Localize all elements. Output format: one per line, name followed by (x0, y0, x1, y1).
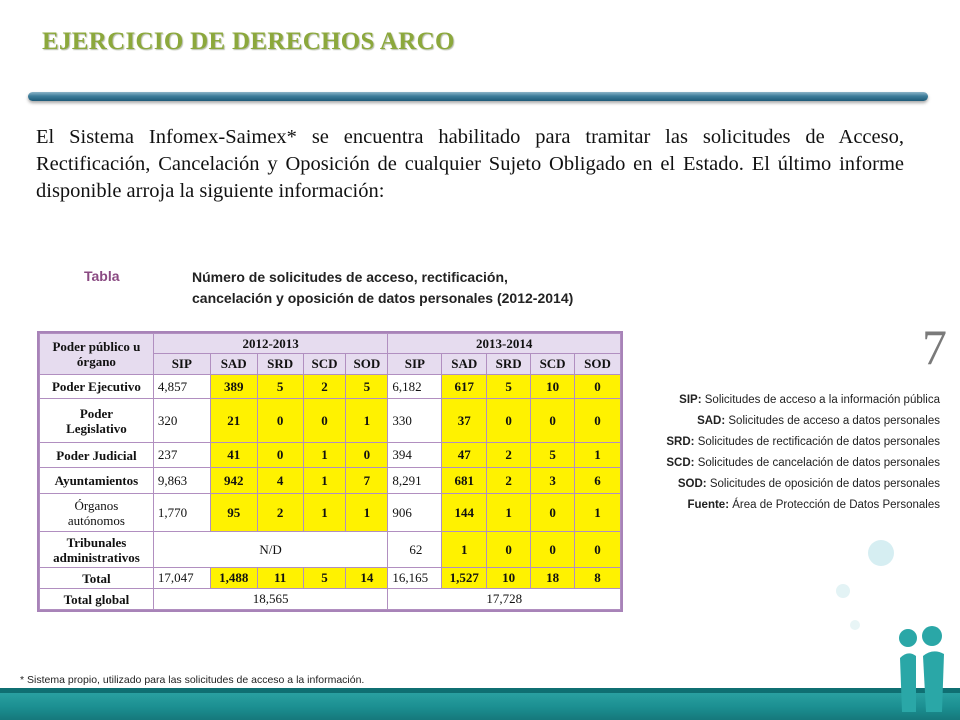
legend-key: Fuente: (687, 499, 730, 511)
legend-text: Solicitudes de rectificación de datos personales (697, 436, 940, 448)
table-cell: 1 (346, 399, 388, 443)
table-row (40, 589, 621, 610)
decor-bubble (868, 540, 894, 566)
column-header: SCD (531, 354, 575, 375)
table-cell: 7 (346, 468, 388, 494)
table-cell: 0 (257, 443, 303, 468)
table-cell: 0 (257, 399, 303, 443)
legend-text: Solicitudes de cancelación de datos personales (697, 457, 940, 469)
table-cell: 1 (303, 468, 346, 494)
legend-key: SAD: (697, 415, 726, 427)
table-cell: 0 (575, 399, 621, 443)
legend-key: SOD: (677, 478, 707, 490)
table-cell: 6 (575, 468, 621, 494)
column-header: SRD (257, 354, 303, 375)
table-cell: 5 (257, 375, 303, 399)
global-total-cell: 17,728 (388, 589, 621, 610)
table-cell: 0 (531, 532, 575, 568)
table-cell: 0 (303, 399, 346, 443)
legend-key: SRD: (666, 436, 695, 448)
table-cell: 320 (153, 399, 210, 443)
decor-bubble (836, 584, 850, 598)
table-cell: 5 (303, 568, 346, 589)
row-label: Tribunales administrativos (40, 532, 154, 568)
table-cell: 0 (531, 399, 575, 443)
table-cell: 11 (257, 568, 303, 589)
table-cell: 4,857 (153, 375, 210, 399)
legend-item (640, 432, 940, 453)
table-cell: 17,047 (153, 568, 210, 589)
table-cell: 16,165 (388, 568, 442, 589)
table-cell: 1 (346, 494, 388, 532)
page-number: 7 (922, 319, 947, 375)
table-cell: 62 (388, 532, 442, 568)
table-caption-line1: Número de solicitudes de acceso, rectificación, (192, 269, 508, 285)
table-cell: 3 (531, 468, 575, 494)
legend-key: SCD: (666, 457, 695, 469)
table-row (40, 494, 621, 532)
table-cell: 1 (575, 494, 621, 532)
row-label: Total (40, 568, 154, 589)
table-cell: 906 (388, 494, 442, 532)
table-cell: 0 (346, 443, 388, 468)
table-cell: 1,770 (153, 494, 210, 532)
period-header-1: 2012-2013 (153, 334, 388, 354)
table-cell: 14 (346, 568, 388, 589)
table-cell: 942 (210, 468, 257, 494)
table-cell: 330 (388, 399, 442, 443)
abbreviation-legend (640, 390, 940, 516)
table-cell: 237 (153, 443, 210, 468)
table-cell: 41 (210, 443, 257, 468)
period-header-2: 2013-2014 (388, 334, 621, 354)
table-row (40, 399, 621, 443)
legend-text: Solicitudes de oposición de datos personales (709, 478, 940, 490)
table-cell: 2 (487, 468, 531, 494)
row-label: Poder Ejecutivo (40, 375, 154, 399)
table-row (40, 375, 621, 399)
table-cell: 8,291 (388, 468, 442, 494)
table-cell: 47 (442, 443, 487, 468)
column-header: SAD (210, 354, 257, 375)
legend-key: SIP: (679, 394, 702, 406)
institution-logo-icon (892, 620, 952, 720)
column-header: SOD (346, 354, 388, 375)
table-cell: 0 (575, 375, 621, 399)
table-cell: 1,488 (210, 568, 257, 589)
column-header: SCD (303, 354, 346, 375)
table-cell: 37 (442, 399, 487, 443)
table-cell: 389 (210, 375, 257, 399)
table-cell: 4 (257, 468, 303, 494)
table-cell: 10 (487, 568, 531, 589)
table-cell: 10 (531, 375, 575, 399)
footer-strip (0, 688, 960, 693)
table-caption-line2: cancelación y oposición de datos personales (2012-2014) (192, 290, 574, 306)
global-total-cell: 18,565 (153, 589, 388, 610)
decor-bubble (850, 620, 860, 630)
row-label: Ayuntamientos (40, 468, 154, 494)
legend-item (640, 474, 940, 495)
table-cell: 5 (346, 375, 388, 399)
table-cell: 2 (487, 443, 531, 468)
legend-item (640, 390, 940, 411)
table-cell: 394 (388, 443, 442, 468)
row-label: Poder Judicial (40, 443, 154, 468)
table-cell: 21 (210, 399, 257, 443)
table-cell: 1 (442, 532, 487, 568)
header-divider (28, 92, 928, 101)
table-cell: 5 (487, 375, 531, 399)
table-cell: 9,863 (153, 468, 210, 494)
table-cell: 1 (575, 443, 621, 468)
table-cell: 0 (531, 494, 575, 532)
table-cell: 1 (487, 494, 531, 532)
table-cell: 1 (303, 443, 346, 468)
column-header: SAD (442, 354, 487, 375)
table-cell: 0 (575, 532, 621, 568)
not-available-cell: N/D (153, 532, 388, 568)
table-row (40, 568, 621, 589)
footnote: * Sistema propio, utilizado para las solicitudes de acceso a la información. (20, 674, 365, 686)
corner-header: Poder público u órgano (40, 334, 154, 375)
table-cell: 681 (442, 468, 487, 494)
table-cell: 0 (487, 532, 531, 568)
footer-bar (0, 688, 960, 720)
column-header: SOD (575, 354, 621, 375)
table-cell: 8 (575, 568, 621, 589)
table-cell: 1 (303, 494, 346, 532)
table-caption (192, 267, 622, 309)
legend-item (640, 453, 940, 474)
column-header: SIP (153, 354, 210, 375)
page-title: EJERCICIO DE DERECHOS ARCO (42, 28, 455, 55)
table-label: Tabla (84, 268, 120, 284)
intro-paragraph: El Sistema Infomex-Saimex* se encuentra habilitado para tramitar las solicitudes de Acceso, Rectificación, Cancelación y Oposición de cualquier Sujeto Obligado en el Estado. El último informe disponible arroja la siguiente información: (36, 126, 904, 202)
table-cell: 18 (531, 568, 575, 589)
table-cell: 6,182 (388, 375, 442, 399)
requests-table (39, 333, 621, 610)
table-cell: 1,527 (442, 568, 487, 589)
table-cell: 5 (531, 443, 575, 468)
table-row (40, 532, 621, 568)
table-cell: 2 (303, 375, 346, 399)
table-row (40, 468, 621, 494)
table-cell: 95 (210, 494, 257, 532)
table-cell: 2 (257, 494, 303, 532)
legend-text: Solicitudes de acceso a la información pública (704, 394, 940, 406)
table-cell: 144 (442, 494, 487, 532)
legend-item (640, 495, 940, 516)
column-header: SRD (487, 354, 531, 375)
column-header: SIP (388, 354, 442, 375)
table-row (40, 443, 621, 468)
row-label: Poder Legislativo (40, 399, 154, 443)
legend-item (640, 411, 940, 432)
table-cell: 617 (442, 375, 487, 399)
legend-text: Área de Protección de Datos Personales (732, 499, 940, 511)
row-label: Total global (40, 589, 154, 610)
table-cell: 0 (487, 399, 531, 443)
legend-text: Solicitudes de acceso a datos personales (728, 415, 940, 427)
row-label: Órganos autónomos (40, 494, 154, 532)
